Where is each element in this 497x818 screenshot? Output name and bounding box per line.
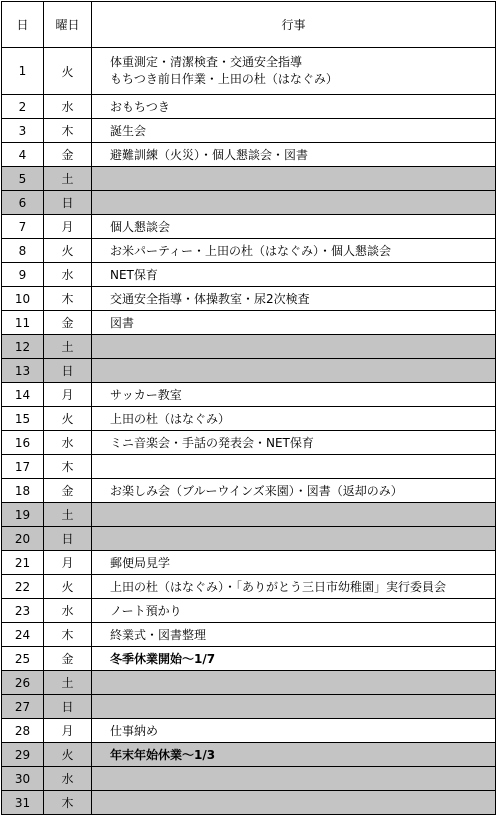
event-cell [92, 623, 496, 647]
weekday-cell: 火 [44, 575, 92, 599]
schedule-row [2, 671, 496, 695]
day-cell: 4 [2, 143, 44, 167]
day-cell: 3 [2, 119, 44, 143]
event-cell [92, 503, 496, 527]
event-cell [92, 263, 496, 287]
weekday-cell: 木 [44, 119, 92, 143]
event-text: 図書 [110, 316, 135, 330]
weekday-cell: 火 [44, 743, 92, 767]
event-text: 冬季休業開始～1/7 [110, 652, 216, 666]
event-text: サッカー教室 [110, 388, 182, 402]
event-cell [92, 335, 496, 359]
schedule-row [2, 359, 496, 383]
day-cell: 2 [2, 95, 44, 119]
header-weekday: 曜日 [44, 2, 92, 48]
schedule-row [2, 503, 496, 527]
day-cell: 27 [2, 695, 44, 719]
event-text: 体重測定・清潔検査・交通安全指導 [110, 55, 303, 69]
day-cell: 10 [2, 287, 44, 311]
weekday-cell: 金 [44, 647, 92, 671]
day-cell: 25 [2, 647, 44, 671]
weekday-cell: 月 [44, 551, 92, 575]
schedule-row [2, 767, 496, 791]
event-text: 上田の杜（はなぐみ）・「ありがとう三日市幼稚園」実行委員会 [110, 580, 447, 594]
weekday-cell: 日 [44, 695, 92, 719]
day-cell: 17 [2, 455, 44, 479]
schedule-row [2, 287, 496, 311]
schedule-row [2, 143, 496, 167]
event-schedule-table [1, 1, 496, 815]
day-cell: 22 [2, 575, 44, 599]
schedule-row [2, 551, 496, 575]
schedule-row [2, 647, 496, 671]
weekday-cell: 土 [44, 335, 92, 359]
day-cell: 12 [2, 335, 44, 359]
event-text: 交通安全指導・体操教室・尿2次検査 [110, 292, 310, 306]
weekday-cell: 金 [44, 143, 92, 167]
day-cell: 15 [2, 407, 44, 431]
day-cell: 18 [2, 479, 44, 503]
schedule-row [2, 263, 496, 287]
header-day: 日 [2, 2, 44, 48]
event-cell [92, 359, 496, 383]
weekday-cell: 水 [44, 599, 92, 623]
event-cell [92, 431, 496, 455]
day-cell: 9 [2, 263, 44, 287]
schedule-row [2, 743, 496, 767]
event-cell [92, 143, 496, 167]
weekday-cell: 月 [44, 215, 92, 239]
event-cell [92, 239, 496, 263]
day-cell: 11 [2, 311, 44, 335]
weekday-cell: 火 [44, 407, 92, 431]
day-cell: 23 [2, 599, 44, 623]
schedule-row [2, 167, 496, 191]
day-cell: 1 [2, 48, 44, 95]
day-cell: 30 [2, 767, 44, 791]
schedule-row [2, 599, 496, 623]
event-cell [92, 215, 496, 239]
weekday-cell: 土 [44, 671, 92, 695]
event-cell [92, 479, 496, 503]
event-text: 上田の杜（はなぐみ） [110, 412, 231, 426]
day-cell: 13 [2, 359, 44, 383]
day-cell: 6 [2, 191, 44, 215]
event-cell [92, 287, 496, 311]
schedule-document [1, 1, 496, 815]
event-text: 終業式・図書整理 [110, 628, 207, 642]
weekday-cell: 日 [44, 359, 92, 383]
event-cell [92, 383, 496, 407]
event-text: 郵便局見学 [110, 556, 171, 570]
weekday-cell: 水 [44, 767, 92, 791]
schedule-row [2, 431, 496, 455]
event-cell [92, 743, 496, 767]
event-cell [92, 647, 496, 671]
schedule-row [2, 719, 496, 743]
weekday-cell: 月 [44, 383, 92, 407]
day-cell: 14 [2, 383, 44, 407]
event-cell [92, 695, 496, 719]
event-text: 誕生会 [110, 124, 147, 138]
event-cell [92, 407, 496, 431]
schedule-row [2, 791, 496, 815]
event-text: ミニ音楽会・手話の発表会・NET保育 [110, 436, 314, 450]
event-cell [92, 791, 496, 815]
event-cell [92, 455, 496, 479]
event-cell [92, 767, 496, 791]
event-text: ノート預かり [110, 604, 182, 618]
weekday-cell: 水 [44, 95, 92, 119]
schedule-row [2, 575, 496, 599]
schedule-row [2, 48, 496, 95]
day-cell: 26 [2, 671, 44, 695]
event-text: 仕事納め [110, 724, 159, 738]
weekday-cell: 日 [44, 191, 92, 215]
day-cell: 21 [2, 551, 44, 575]
schedule-row [2, 527, 496, 551]
weekday-cell: 日 [44, 527, 92, 551]
event-cell [92, 551, 496, 575]
schedule-row [2, 479, 496, 503]
schedule-row [2, 191, 496, 215]
event-cell [92, 575, 496, 599]
day-cell: 24 [2, 623, 44, 647]
day-cell: 31 [2, 791, 44, 815]
day-cell: 8 [2, 239, 44, 263]
schedule-row [2, 95, 496, 119]
day-cell: 20 [2, 527, 44, 551]
weekday-cell: 金 [44, 479, 92, 503]
schedule-row [2, 119, 496, 143]
event-cell [92, 599, 496, 623]
schedule-row [2, 311, 496, 335]
event-cell [92, 527, 496, 551]
schedule-row [2, 623, 496, 647]
day-cell: 16 [2, 431, 44, 455]
weekday-cell: 土 [44, 503, 92, 527]
event-text: 避難訓練（火災）・個人懇談会・図書 [110, 148, 309, 162]
schedule-row [2, 695, 496, 719]
weekday-cell: 木 [44, 791, 92, 815]
schedule-row [2, 239, 496, 263]
schedule-row [2, 335, 496, 359]
event-text: 年末年始休業～1/3 [110, 748, 216, 762]
day-cell: 29 [2, 743, 44, 767]
day-cell: 7 [2, 215, 44, 239]
weekday-cell: 水 [44, 263, 92, 287]
event-cell [92, 48, 496, 95]
event-cell [92, 167, 496, 191]
event-cell [92, 719, 496, 743]
event-text: おもちつき [110, 100, 170, 114]
header-row [2, 2, 496, 48]
weekday-cell: 火 [44, 48, 92, 95]
day-cell: 19 [2, 503, 44, 527]
schedule-row [2, 215, 496, 239]
weekday-cell: 月 [44, 719, 92, 743]
weekday-cell: 金 [44, 311, 92, 335]
header-event: 行事 [92, 2, 496, 48]
event-cell [92, 95, 496, 119]
event-text: お米パーティー・上田の杜（はなぐみ）・個人懇談会 [110, 244, 392, 258]
schedule-row [2, 407, 496, 431]
weekday-cell: 木 [44, 287, 92, 311]
event-cell [92, 119, 496, 143]
day-cell: 5 [2, 167, 44, 191]
weekday-cell: 木 [44, 455, 92, 479]
event-text: もちつき前日作業・上田の杜（はなぐみ） [110, 72, 338, 86]
weekday-cell: 火 [44, 239, 92, 263]
event-text: NET保育 [110, 268, 158, 282]
event-cell [92, 191, 496, 215]
schedule-body [2, 48, 496, 815]
event-text: 個人懇談会 [110, 220, 171, 234]
schedule-row [2, 455, 496, 479]
weekday-cell: 木 [44, 623, 92, 647]
day-cell: 28 [2, 719, 44, 743]
event-text: お楽しみ会（ブルーウインズ来園）・図書（返却のみ） [110, 484, 403, 498]
event-cell [92, 311, 496, 335]
event-cell [92, 671, 496, 695]
weekday-cell: 水 [44, 431, 92, 455]
schedule-row [2, 383, 496, 407]
weekday-cell: 土 [44, 167, 92, 191]
